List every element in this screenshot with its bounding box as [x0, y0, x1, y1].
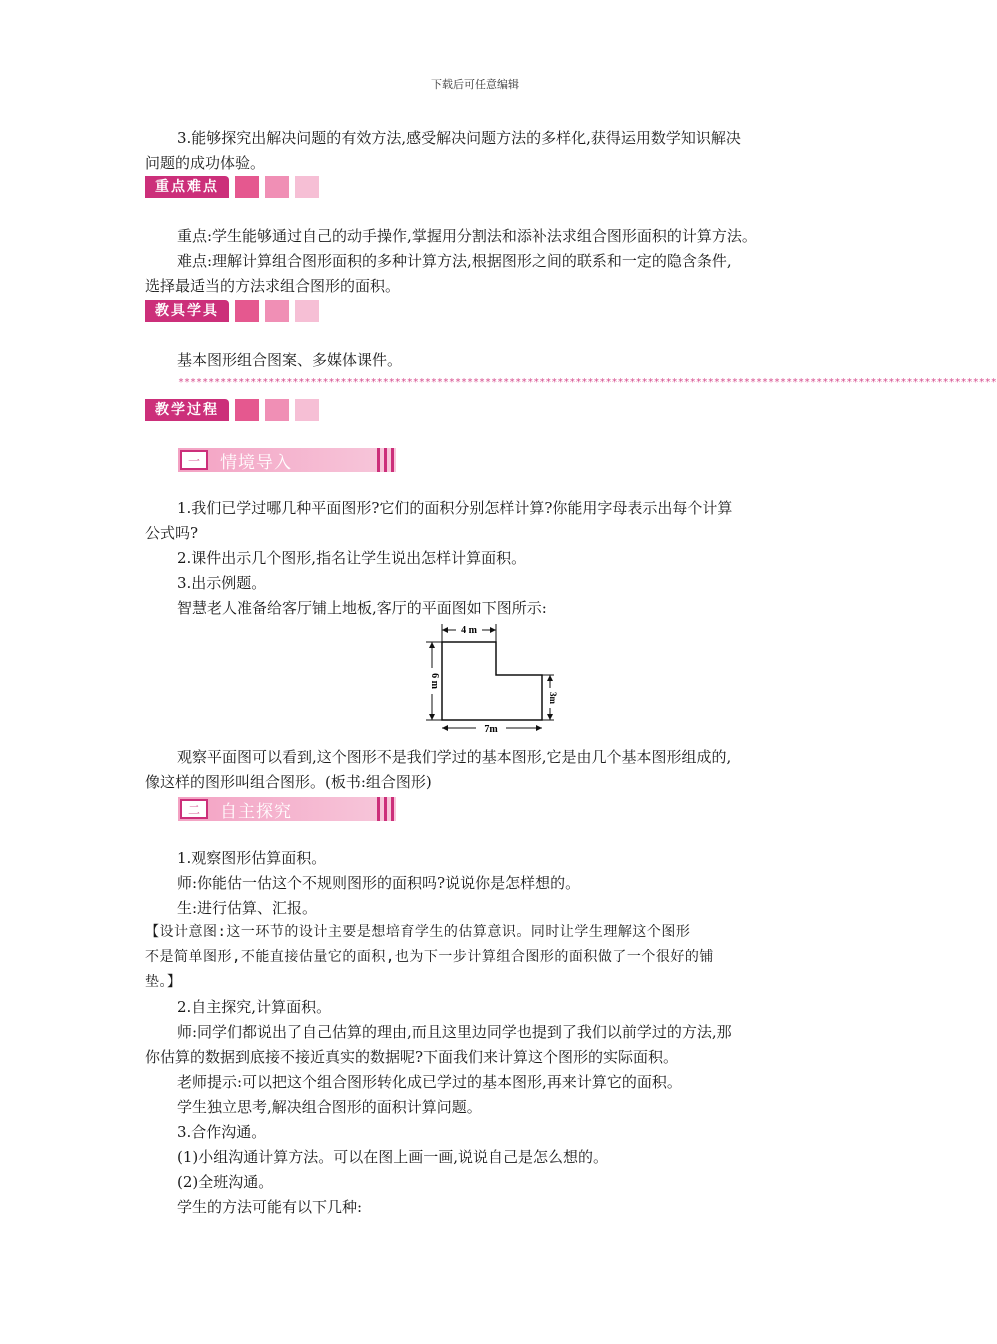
badge-square [265, 300, 289, 322]
header-note: 下载后可任意编辑 [431, 78, 519, 91]
explore-line-5: 师:同学们都说出了自己估算的理由,而且这里边同学也提到了我们以前学过的方法,那 [177, 1023, 732, 1041]
intro-line-4: 智慧老人准备给客厅铺上地板,客厅的平面图如下图所示: [177, 599, 547, 617]
explore-line-4: 2.自主探究,计算面积。 [177, 998, 332, 1016]
dim-label-top: 4 m [461, 625, 477, 636]
section-number: 一 [180, 450, 208, 470]
explore-line-6: 你估算的数据到底接不接近真实的数据呢?下面我们来计算这个图形的实际面积。 [145, 1048, 679, 1066]
dim-label-left: 6 m [429, 673, 440, 689]
explore-line-12: 学生的方法可能有以下几种: [177, 1198, 363, 1216]
badge-key-points [145, 176, 319, 198]
difficulty-line: 难点:理解计算组合图形面积的多种计算方法,根据图形之间的联系和一定的隐含条件, [177, 252, 732, 270]
intro-line-1b: 公式吗? [145, 524, 199, 542]
observe-line-1: 观察平面图可以看到,这个图形不是我们学过的基本图形,它是由几个基本图形组成的, [177, 748, 732, 766]
badge-square [295, 300, 319, 322]
badge-label: 教学过程 [145, 399, 229, 421]
design-note-1: 【设计意图:这一环节的设计主要是想培育学生的估算意识。同时让学生理解这个图形 [145, 924, 691, 940]
section-title: 自主探究 [220, 801, 292, 822]
dim-label-right: 3m [548, 692, 558, 704]
badge-square [265, 399, 289, 421]
explore-line-9: 3.合作沟通。 [177, 1123, 267, 1141]
badge-square [265, 176, 289, 198]
section-title: 情境导入 [220, 452, 292, 473]
intro-line-2: 2.课件出示几个图形,指名让学生说出怎样计算面积。 [177, 549, 527, 567]
intro-line-3: 3.出示例题。 [177, 574, 267, 592]
section-header-intro [178, 448, 396, 472]
tools-line: 基本图形组合图案、多媒体课件。 [177, 351, 403, 369]
star-divider: **************************************************************************************************************************************** [178, 377, 997, 388]
goal-3-line-1: 3.能够探究出解决问题的有效方法,感受解决问题方法的多样化,获得运用数学知识解决 [177, 129, 741, 147]
difficulty-line-2: 选择最适当的方法求组合图形的面积。 [145, 277, 401, 295]
badge-square [295, 399, 319, 421]
section-bars [373, 797, 394, 821]
observe-line-2: 像这样的图形叫组合图形。(板书:组合图形) [145, 773, 432, 791]
design-note-3: 垫。】 [145, 974, 182, 990]
intro-line-1: 1.我们已学过哪几种平面图形?它们的面积分别怎样计算?你能用字母表示出每个计算 [177, 499, 733, 517]
explore-line-1: 1.观察图形估算面积。 [177, 849, 327, 867]
badge-tools [145, 300, 319, 322]
badge-square [235, 399, 259, 421]
dim-label-bottom: 7m [484, 724, 498, 735]
design-note-2: 不是简单图形,不能直接估量它的面积,也为下一步计算组合图形的面积做了一个很好的铺 [145, 949, 714, 965]
badge-square [235, 300, 259, 322]
section-header-explore [178, 797, 396, 821]
explore-line-8: 学生独立思考,解决组合图形的面积计算问题。 [177, 1098, 482, 1116]
explore-line-2: 师:你能估一估这个不规则图形的面积吗?说说你是怎样想的。 [177, 874, 581, 892]
explore-line-11: (2)全班沟通。 [177, 1173, 274, 1191]
section-number: 二 [180, 799, 208, 819]
badge-label: 教具学具 [145, 300, 229, 322]
key-point-line: 重点:学生能够通过自己的动手操作,掌握用分割法和添补法求组合图形面积的计算方法。 [177, 227, 757, 245]
explore-line-10: (1)小组沟通计算方法。可以在图上画一画,说说自己是怎么想的。 [177, 1148, 609, 1166]
badge-square [295, 176, 319, 198]
badge-square [235, 176, 259, 198]
floor-plan-diagram [420, 620, 560, 740]
section-bars [373, 448, 394, 472]
goal-3-line-2: 问题的成功体验。 [145, 154, 266, 172]
badge-label: 重点难点 [145, 176, 229, 198]
explore-line-3: 生:进行估算、汇报。 [177, 899, 318, 917]
l-shape-outline [442, 642, 542, 720]
badge-process [145, 399, 319, 421]
explore-line-7: 老师提示:可以把这个组合图形转化成已学过的基本图形,再来计算它的面积。 [177, 1073, 682, 1091]
